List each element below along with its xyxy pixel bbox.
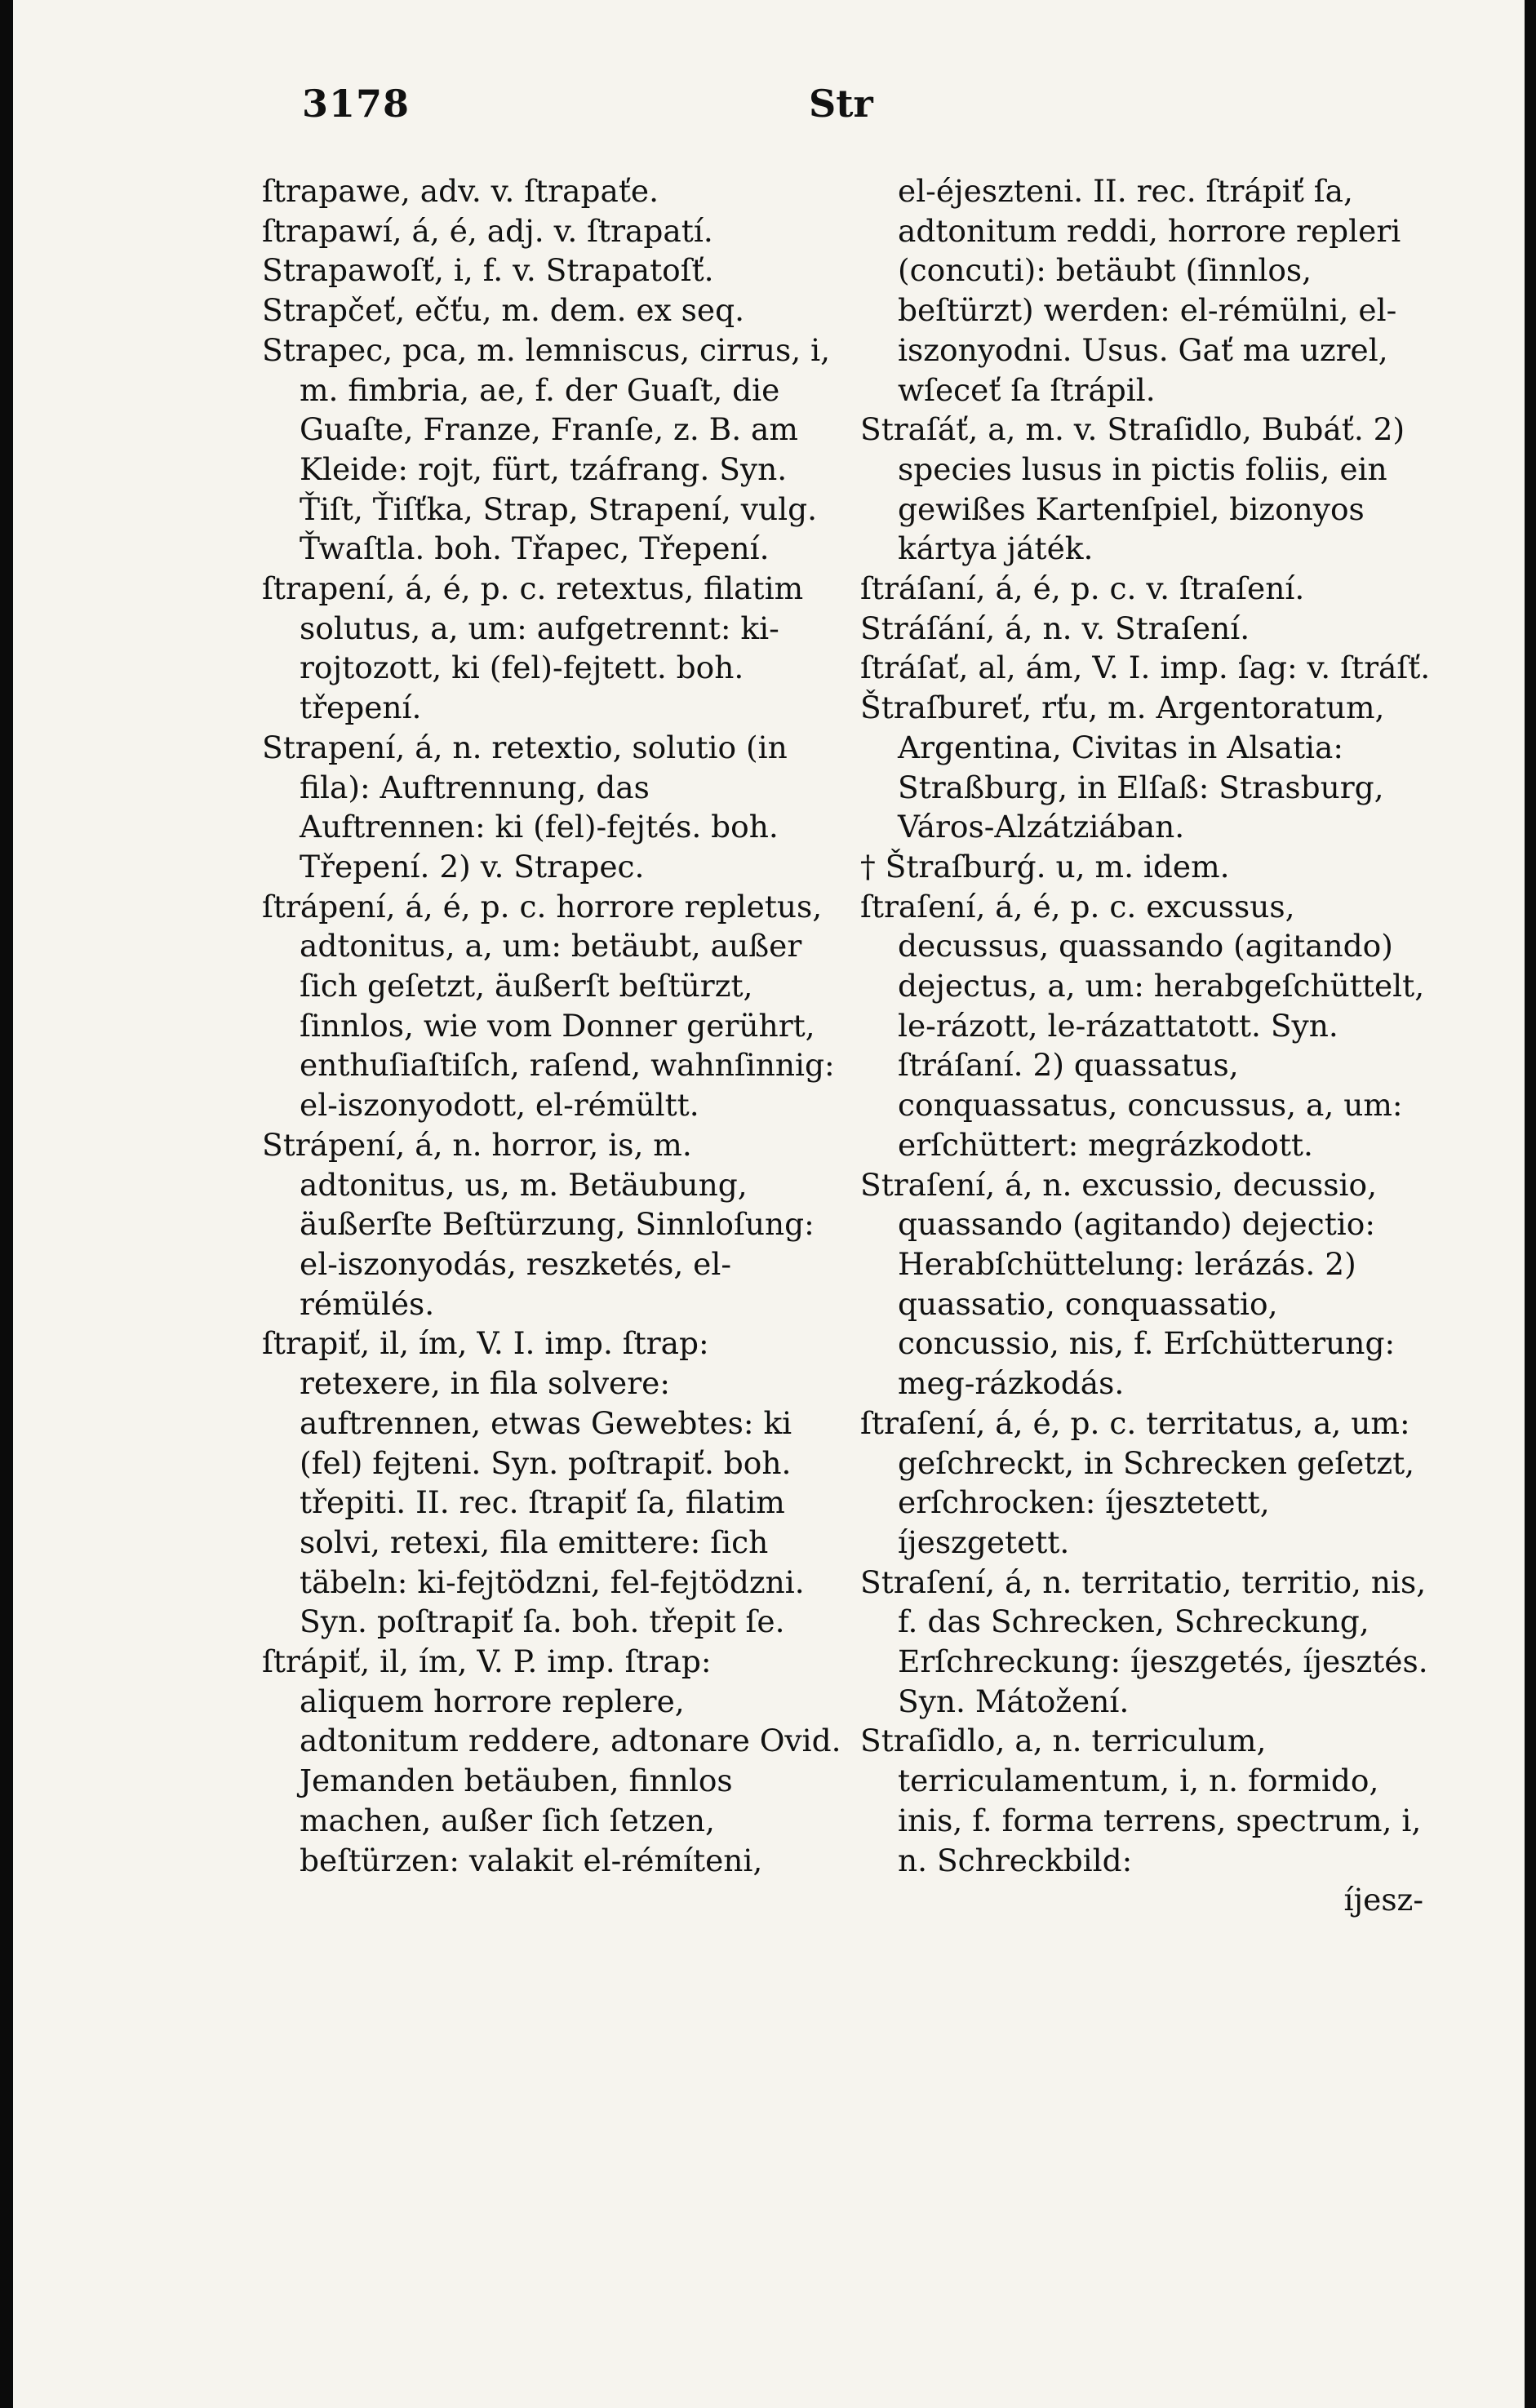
dictionary-entry: Straſení, á, n. excussio, decussio, quassando (agitando) dejectio: Herabſchüttelung: lerázás. 2) quassatio, conquassatio, concussio, nis, f. Erſchütterung: meg-rázkodás.: [860, 1166, 1396, 1402]
dictionary-entry: ſtrápiť, il, ím, V. P. imp. ſtrap: aliquem horrore replere, adtonitum reddere, adtonare Ovid. Jemanden betäuben, finnlos machen, außer ſich ſetzen, beſtürzen: valakit el-rémíteni,: [262, 1643, 841, 1878]
dictionary-entry: Strápení, á, n. horror, is, m. adtonitus, us, m. Betäubung, äußerſte Beſtürzung, Sinnloſung: el-iszonyodás, reszketés, el-rémülés.: [262, 1126, 815, 1322]
dictionary-entry: ſtráſaní, á, é, p. c. v. ſtraſení.: [860, 570, 1305, 607]
catchword: íjesz-: [1343, 1882, 1423, 1918]
dictionary-entry: Straſáť, a, m. v. Straſidlo, Bubáť. 2) species lusus in pictis foliis, ein gewißes Kartenſpiel, bizonyos kártya játék.: [860, 411, 1405, 567]
right-column: [860, 171, 1448, 1920]
dictionary-entry: Straſení, á, n. territatio, territio, nis, f. das Schrecken, Schreckung, Erſchreckung: íjeszgetés, íjesztés. Syn. Mátožení.: [860, 1563, 1428, 1719]
dictionary-entry: † Štraſburǵ. u, m. idem.: [860, 848, 1230, 885]
dictionary-page: [13, 0, 1525, 2408]
dictionary-entry: ſtrapawí, á, é, adj. v. ſtrapatí.: [262, 212, 713, 249]
dictionary-entry: ſtrápení, á, é, p. c. horrore repletus, adtonitus, a, um: betäubt, außer ſich geſetzt, äußerſt beſtürzt, ſinnlos, wie vom Donner gerührt, enthuſiaſtiſch, raſend, wahnſinnig: el-iszonyodott, el-rémültt.: [262, 888, 835, 1124]
running-head: Str: [809, 82, 873, 126]
dictionary-entry: ſtrapiť, il, ím, V. I. imp. ſtrap: retexere, in fila solvere: auftrennen, etwas Gewebtes: ki (fel) fejteni. Syn. poſtrapiť. boh. třepiti. II. rec. ſtrapiť ſa, filatim solvi, retexi, fila emittere: ſich täbeln: ki-fejtödzni, fel-fejtödzni. Syn. poſtrapiť ſa. boh. třepit ſe.: [262, 1325, 805, 1640]
dictionary-entry: ſtraſení, á, é, p. c. territatus, a, um: geſchreckt, in Schrecken geſetzt, erſchrocken: íjesztetett, íjeszgetett.: [860, 1404, 1415, 1560]
dictionary-entry: Straſidlo, a, n. terriculum, terriculamentum, i, n. formido, inis, f. forma terrens, spectrum, i, n. Schreckbild:: [860, 1723, 1422, 1878]
entry-continuation: el-éjeszteni. II. rec. ſtrápiť ſa, adtonitum reddi, horrore repleri (concuti): betäubt (ſinnlos, beſtürzt) werden: el-rémülni, el-iszonyodni. Usus. Gať ma uzrel, wſeceť ſa ſtrápil.: [898, 173, 1401, 408]
dictionary-entry: Strapčeť, ečťu, m. dem. ex seq.: [262, 292, 745, 329]
left-column: [262, 171, 843, 1880]
dictionary-entry: ſtraſení, á, é, p. c. excussus, decussus, quassando (agitando) dejectus, a, um: herabgeſchüttelt, le-rázott, le-rázattatott. Syn. ſtráſaní. 2) quassatus, conquassatus, concussus, a, um: erſchüttert: megrázkodott.: [860, 888, 1425, 1163]
dictionary-entry: Štraſbureť, rťu, m. Argentoratum, Argentina, Civitas in Alsatia: Straßburg, in Elſaß: Strasburg, Város-Alzátziában.: [860, 690, 1385, 845]
dictionary-entry: Strapawoſť, i, f. v. Strapatoſť.: [262, 252, 714, 289]
dictionary-entry: ſtrapawe, adv. v. ſtrapaťe.: [262, 173, 659, 209]
dictionary-entry: Stráſání, á, n. v. Straſení.: [860, 610, 1250, 646]
dictionary-entry: Strapec, pca, m. lemniscus, cirrus, i, m. fimbria, ae, f. der Guaſt, die Guaſte, Franze, Franſe, z. B. am Kleide: rojt, fürt, tzáfrang. Syn. Ťiſt, Ťiſťka, Strap, Strapení, vulg. Ťwaſtla. boh. Třapec, Třepení.: [262, 331, 831, 567]
dictionary-entry: ſtrapení, á, é, p. c. retextus, filatim solutus, a, um: aufgetrennt: ki-rojtozott, ki (fel)-fejtett. boh. třepení.: [262, 570, 804, 726]
page-number: 3178: [302, 82, 411, 126]
page-header: [13, 82, 1525, 147]
dictionary-entry: ſtráſať, al, ám, V. I. imp. ſag: v. ſtráſť.: [860, 650, 1431, 686]
dictionary-entry: Strapení, á, n. retextio, solutio (in fila): Auftrennung, das Auftrennen: ki (fel)-fejtés. boh. Třepení. 2) v. Strapec.: [262, 729, 788, 885]
